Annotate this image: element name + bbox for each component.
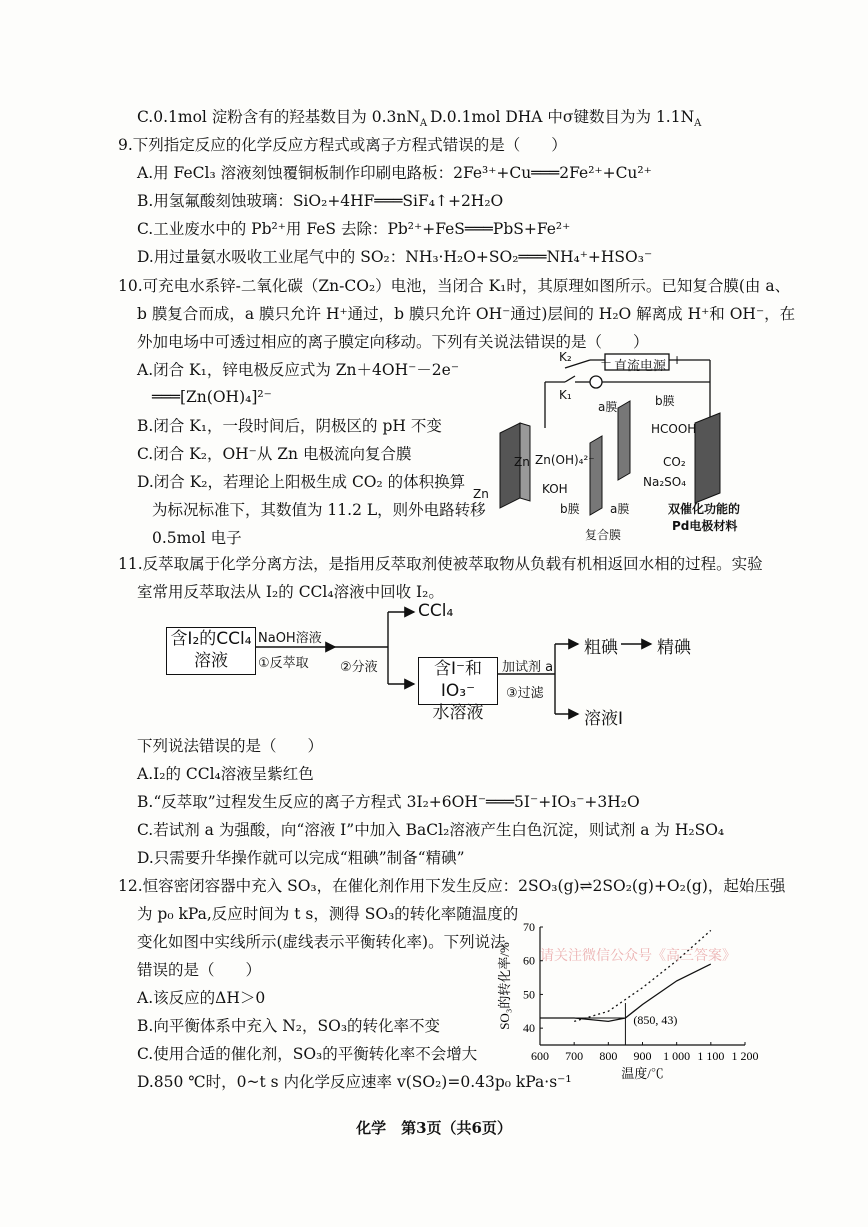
b-membrane-bottom-label: b膜	[560, 502, 580, 516]
x-tick-label: 900	[633, 1049, 652, 1063]
question-10-line3: 外加电场中可透过相应的离子膜定向移动。下列有关说法错误的是（ ）	[137, 333, 649, 351]
q12-option-c: C.使用合适的催化剂，SO₃的平衡转化率不会增大	[137, 1045, 478, 1063]
step1-label: ①反萃取	[258, 656, 309, 671]
plus-label: +	[672, 353, 683, 367]
annotation-label: (850, 43)	[633, 1013, 678, 1028]
x-tick-label: 800	[599, 1049, 618, 1063]
q11-option-a: A.I₂的 CCl₄溶液呈紫红色	[137, 765, 314, 783]
y-tick-label: 60	[523, 953, 535, 968]
k1-label: K₁	[559, 388, 572, 402]
y-tick-label: 50	[523, 987, 535, 1002]
hcooh-label: HCOOH	[651, 422, 697, 436]
x-tick-label: 1 100	[697, 1049, 725, 1063]
minus-label: －	[600, 356, 613, 370]
question-12-line2: 为 p₀ kPa,反应时间为 t s，测得 SO₃的转化率随温度的	[137, 905, 519, 923]
a-membrane-top-label: a膜	[598, 400, 618, 414]
q8-option-d: D.0.1mol DHA 中σ键数目为为 $1.1N_A$	[430, 108, 702, 130]
y-axis-label: SO₃的转化率/%	[497, 942, 512, 1030]
q10-option-d-cont2: 0.5mol 电子	[152, 529, 242, 547]
step3-label: ③过滤	[506, 686, 544, 701]
q11-option-b: B.“反萃取”过程发生反应的离子方程式 3I₂+6OH⁻═══5I⁻+IO₃⁻+3H₂O	[137, 793, 640, 811]
question-10-line2: b 膜复合而成，a 膜只允许 H⁺通过，b 膜只允许 OH⁻通过)层间的 H₂O 解离成 H⁺和 OH⁻，在	[137, 305, 796, 323]
question-11-prompt: 下列说法错误的是（ ）	[137, 737, 324, 755]
power-supply-label: 直流电源	[614, 359, 667, 374]
composite-membrane-label: 复合膜	[585, 528, 622, 542]
question-12: 12.恒容密闭容器中充入 SO₃，在催化剂作用下发生反应：2SO₃(g)⇌2SO₂(g)+O₂(g)，起始压强	[118, 877, 786, 895]
q11-option-d: D.只需要升华操作就可以完成“粗碘”制备“精碘”	[137, 849, 465, 867]
q9-option-d: D.用过量氨水吸收工业尾气中的 SO₂：NH₃·H₂O+SO₂═══NH₄⁺+HSO₃⁻	[137, 248, 653, 266]
flow-box-aqueous: 含I⁻和IO₃⁻ 水溶液	[418, 657, 498, 705]
naoh-solution-label: NaOH溶液	[258, 631, 322, 646]
q12-option-b: B.向平衡体系中充入 N₂，SO₃的转化率不变	[137, 1017, 441, 1035]
q9-option-c: C.工业废水中的 Pb²⁺用 FeS 去除：Pb²⁺+FeS═══PbS+Fe²⁺	[137, 220, 571, 238]
watermark: 请关注微信公众号《高三答案》	[540, 948, 736, 964]
zincate-label: Zn(OH)₄²⁻	[535, 453, 595, 467]
page-footer: 化学 第3页（共6页）	[356, 1119, 512, 1137]
x-tick-label: 1 000	[663, 1049, 691, 1063]
ccl4-output-label: CCl₄	[418, 601, 454, 621]
q10-option-d-cont: 为标况标准下，其数值为 11.2 L，则外电路转移	[152, 501, 486, 519]
zn-terminal-label: Zn	[473, 487, 489, 501]
x-tick-label: 700	[565, 1049, 584, 1063]
question-11-line2: 室常用反萃取法从 I₂的 CCl₄溶液中回收 I₂。	[137, 583, 444, 601]
question-12-line4: 错误的是（ ）	[137, 961, 262, 979]
x-tick-label: 1 200	[731, 1049, 759, 1063]
na2so4-label: Na₂SO₄	[643, 475, 687, 489]
pd-electrode-label-2: Pd电极材料	[672, 519, 738, 533]
step2-label: ②分液	[340, 660, 378, 675]
conversion-chart	[495, 915, 765, 1085]
q12-option-a: A.该反应的ΔH＞0	[137, 989, 266, 1007]
q11-option-c: C.若试剂 a 为强酸，向“溶液 I”中加入 BaCl₂溶液产生白色沉淀，则试剂 a 为 H₂SO₄	[137, 821, 725, 839]
q10-option-a-cont: ═══[Zn(OH)₄]²⁻	[152, 388, 272, 406]
q10-option-b: B.闭合 K₁，一段时间后，阴极区的 pH 不变	[137, 417, 442, 435]
flow-box-iodine-ccl4: 含I₂的CCl₄ 溶液	[166, 627, 256, 675]
q9-option-a: A.用 FeCl₃ 溶液刻蚀覆铜板制作印刷电路板：2Fe³⁺+Cu═══2Fe²⁺+Cu²⁺	[137, 164, 652, 182]
q10-option-d: D.闭合 K₂，若理论上阳极生成 CO₂ 的体积换算	[137, 473, 466, 491]
pure-iodine-label: 精碘	[657, 638, 691, 658]
a-membrane-bottom-label: a膜	[610, 502, 630, 516]
q10-option-a: A.闭合 K₁，锌电极反应式为 Zn＋4OH⁻－2e⁻	[137, 361, 460, 379]
k2-label: K₂	[559, 350, 572, 364]
q9-option-b: B.用氢氟酸刻蚀玻璃：SiO₂+4HF═══SiF₄↑+2H₂O	[137, 192, 504, 210]
pd-electrode-label-1: 双催化功能的	[668, 502, 741, 516]
question-11: 11.反萃取属于化学分离方法，是指用反萃取剂使被萃取物从负载有机相返回水相的过程。实验	[118, 555, 763, 573]
y-tick-label: 70	[523, 920, 535, 934]
y-tick-label: 40	[523, 1021, 535, 1036]
question-12-line3: 变化如图中实线所示(虚线表示平衡转化率)。下列说法	[137, 933, 506, 951]
x-axis-label: 温度/℃	[621, 1066, 664, 1081]
q10-option-c: C.闭合 K₂，OH⁻从 Zn 电极流向复合膜	[137, 445, 412, 463]
x-tick-label: 600	[531, 1049, 549, 1063]
koh-label: KOH	[542, 482, 568, 496]
question-9: 9.下列指定反应的化学反应方程式或离子方程式错误的是（ ）	[118, 136, 567, 154]
solution-i-label: 溶液I	[584, 709, 624, 729]
b-membrane-top-label: b膜	[655, 394, 675, 408]
q8-option-c: C.0.1mol 淀粉含有的羟基数目为 $0.3nN_A$	[137, 108, 428, 130]
crude-iodine-label: 粗碘	[584, 638, 618, 658]
question-10: 10.可充电水系锌-二氧化碳（Zn-CO₂）电池，当闭合 K₁时，其原理如图所示。已知复合膜(由 a、	[118, 277, 791, 295]
zn-electrode-label: Zn	[514, 455, 530, 469]
q12-option-d: D.850 ℃时，0~t s 内化学反应速率 v(SO₂)=0.43p₀ kPa·s⁻¹	[137, 1073, 572, 1091]
co2-label: CO₂	[663, 455, 686, 469]
reagent-a-label: 加试剂 a	[502, 660, 554, 675]
